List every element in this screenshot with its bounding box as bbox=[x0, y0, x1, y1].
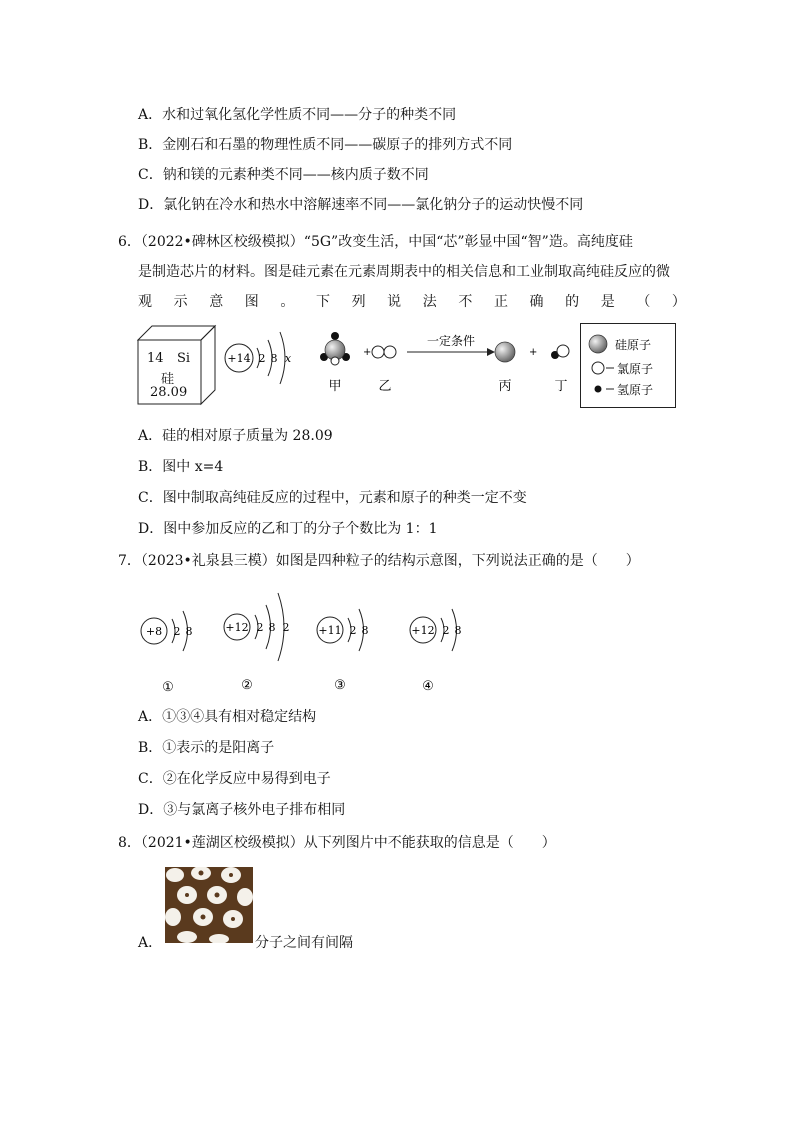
q6-stem-line3 bbox=[138, 291, 686, 311]
q6-stem-line3-char: 。 bbox=[280, 294, 295, 310]
svg-text:2: 2 bbox=[256, 621, 264, 634]
particle-diagrams bbox=[130, 583, 490, 693]
legend-hydrogen-label: 氢原子 bbox=[617, 383, 654, 397]
svg-text:+8: +8 bbox=[145, 625, 163, 638]
svg-text:+12: +12 bbox=[411, 624, 435, 637]
q7-stem: 7．（2023•礼泉县三模）如图是四种粒子的结构示意图，下列说法正确的是（ ） bbox=[118, 553, 640, 569]
molecule-jia bbox=[320, 332, 350, 365]
element-cell bbox=[137, 324, 217, 406]
molecule-photo bbox=[165, 867, 253, 943]
legend-silicon-icon bbox=[589, 335, 607, 353]
q7-option-d: D．③与氯离子核外电子排布相同 bbox=[138, 802, 346, 818]
legend-silicon-label: 硅原子 bbox=[615, 338, 652, 352]
svg-text:2: 2 bbox=[173, 625, 181, 638]
svg-text:8: 8 bbox=[361, 624, 369, 637]
q5-option-d: D．氯化钠在冷水和热水中溶解速率不同——氯化钠分子的运动快慢不同 bbox=[138, 197, 584, 213]
silicon-shell-3: x bbox=[284, 352, 292, 365]
q6-stem-line3-char: 是 bbox=[600, 294, 615, 310]
particle-3 bbox=[317, 609, 369, 651]
particle-1 bbox=[141, 611, 193, 651]
q7-option-c: C．②在化学反应中易得到电子 bbox=[138, 771, 331, 787]
label-jia: 甲 bbox=[328, 379, 342, 394]
q6-stem-line3-char: 观 bbox=[138, 294, 152, 310]
q6-stem-line2: 是制造芯片的材料。图是硅元素在元素周期表中的相关信息和工业制取高纯硅反应的微 bbox=[138, 264, 670, 280]
silicon-shell-1: 2 bbox=[258, 352, 266, 365]
label-bing: 丙 bbox=[498, 379, 512, 394]
element-symbol: Si bbox=[177, 351, 191, 366]
silicon-atom-diagram bbox=[222, 328, 300, 388]
element-mass: 28.09 bbox=[150, 385, 188, 400]
legend-hydrogen-icon bbox=[595, 386, 602, 393]
reaction-diagram bbox=[315, 330, 577, 400]
q8-option-a-text: 分子之间有间隔 bbox=[255, 935, 353, 951]
q6-stem-line3-char: 意 bbox=[209, 294, 224, 310]
reaction-condition: 一定条件 bbox=[426, 334, 476, 348]
q6-stem-line3-char: 法 bbox=[422, 294, 437, 310]
legend-chlorine-label: 氯原子 bbox=[617, 362, 654, 376]
particle-label-1: ① bbox=[162, 680, 174, 693]
molecule-bing bbox=[495, 342, 515, 362]
svg-text:2: 2 bbox=[349, 624, 357, 637]
element-name: 硅 bbox=[161, 372, 175, 387]
plus-2: + bbox=[529, 347, 538, 358]
q6-stem-line3-char: 图 bbox=[244, 294, 259, 310]
q5-option-a: A．水和过氧化氢化学性质不同——分子的种类不同 bbox=[138, 107, 457, 123]
q6-stem-line3-char: 正 bbox=[493, 294, 508, 310]
svg-text:8: 8 bbox=[268, 621, 276, 634]
q6-stem-line3-char: 示 bbox=[173, 294, 188, 310]
q6-stem-line3-char: ） bbox=[671, 294, 686, 310]
q5-option-b: B．金刚石和石墨的物理性质不同——碳原子的排列方式不同 bbox=[138, 137, 513, 153]
reaction-arrow bbox=[407, 348, 495, 356]
q6-stem-line3-char: 确 bbox=[529, 294, 544, 310]
q6-stem-line3-char: 不 bbox=[458, 294, 473, 310]
silicon-nucleus: +14 bbox=[227, 352, 251, 365]
q6-stem-line3-char: 列 bbox=[351, 294, 366, 310]
q6-stem-line3-char: 说 bbox=[387, 294, 402, 310]
q6-stem-line3-char: 的 bbox=[565, 294, 580, 310]
q6-option-b: B．图中 x=4 bbox=[138, 459, 224, 475]
svg-text:2: 2 bbox=[282, 621, 290, 634]
q6-option-a: A．硅的相对原子质量为 28.09 bbox=[138, 428, 333, 444]
particle-label-2: ② bbox=[241, 678, 253, 693]
q8-stem: 8．（2021•莲湖区校级模拟）从下列图片中不能获取的信息是（ ） bbox=[118, 835, 556, 851]
svg-text:8: 8 bbox=[185, 625, 193, 638]
svg-text:8: 8 bbox=[454, 624, 462, 637]
q6-stem-line3-char: 下 bbox=[315, 294, 330, 310]
label-yi: 乙 bbox=[378, 379, 392, 394]
label-ding: 丁 bbox=[554, 379, 568, 394]
q5-option-c: C．钠和镁的元素种类不同——核内质子数不同 bbox=[138, 167, 429, 183]
legend-box bbox=[580, 323, 676, 408]
q7-option-a: A．①③④具有相对稳定结构 bbox=[138, 709, 317, 725]
svg-text:+12: +12 bbox=[225, 621, 249, 634]
svg-text:+11: +11 bbox=[318, 624, 342, 637]
plus-1: + bbox=[363, 347, 372, 358]
q6-option-d: D．图中参加反应的乙和丁的分子个数比为 1：1 bbox=[138, 521, 438, 537]
legend-chlorine-icon bbox=[592, 362, 604, 374]
q8-option-a-letter: A． bbox=[138, 935, 163, 951]
particle-label-3: ③ bbox=[334, 678, 346, 693]
particle-label-4: ④ bbox=[422, 679, 434, 693]
svg-text:2: 2 bbox=[442, 624, 450, 637]
q6-option-c: C．图中制取高纯硅反应的过程中，元素和原子的种类一定不变 bbox=[138, 490, 527, 506]
particle-4 bbox=[410, 609, 462, 651]
molecule-yi bbox=[372, 346, 396, 358]
q6-stem-line1: 6．（2022•碑林区校级模拟）“5G”改变生活，中国“芯”彰显中国“智”造。高纯度硅 bbox=[118, 234, 633, 250]
molecule-ding bbox=[551, 345, 569, 359]
silicon-shell-2: 8 bbox=[270, 352, 278, 365]
q6-stem-line3-char: （ bbox=[636, 294, 651, 310]
particle-2 bbox=[224, 593, 290, 661]
element-number: 14 bbox=[147, 351, 164, 366]
q7-option-b: B．①表示的是阳离子 bbox=[138, 740, 275, 756]
